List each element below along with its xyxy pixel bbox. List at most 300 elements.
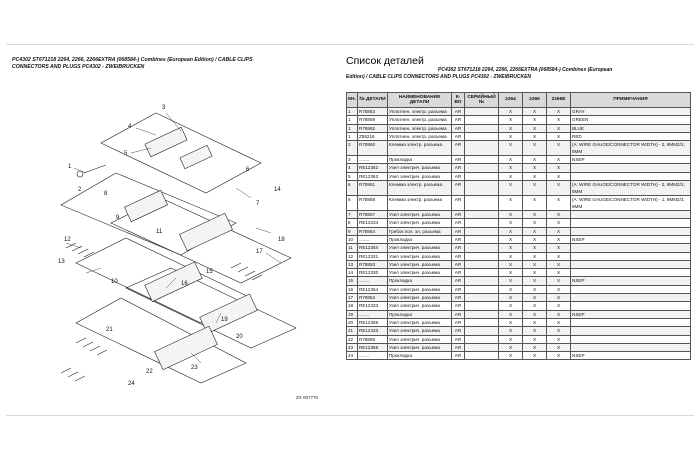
cell-2266e: X	[547, 310, 571, 318]
table-row	[347, 235, 691, 243]
cell-part-no: RE12363	[358, 172, 388, 180]
cell-serial	[465, 269, 499, 277]
cell-name: Узел электрич. разъема	[388, 211, 452, 219]
header-2264: 2264	[499, 93, 523, 108]
callout-23: 23	[191, 365, 198, 371]
cell-qty: AR	[452, 285, 465, 293]
cell-serial	[465, 164, 499, 172]
cell-kn: 23	[347, 343, 358, 351]
table-row	[347, 227, 691, 235]
cell-2266: X	[523, 116, 547, 124]
header-qty: К-ВО	[452, 93, 465, 108]
cell-qty: AR	[452, 164, 465, 172]
cell-part-no: RE12331	[358, 252, 388, 260]
table-row	[347, 310, 691, 318]
cell-name: Узел электрич. разъема	[388, 327, 452, 335]
cell-kn: 14	[347, 269, 358, 277]
cell-2266e: X	[547, 285, 571, 293]
cell-2264: X	[499, 172, 523, 180]
cell-2266e: X	[547, 132, 571, 140]
callout-15: 15	[206, 269, 213, 275]
cell-notes: NSEP	[571, 352, 691, 360]
cell-notes	[571, 260, 691, 268]
cell-part-no: R78864	[358, 227, 388, 235]
cell-notes	[571, 164, 691, 172]
cell-notes	[571, 318, 691, 326]
cell-notes: GREEN	[571, 116, 691, 124]
cell-qty: AR	[452, 269, 465, 277]
cell-kn: 21	[347, 327, 358, 335]
cell-notes	[571, 285, 691, 293]
callout-16: 16	[181, 281, 188, 287]
cell-2266: X	[523, 327, 547, 335]
cell-kn: 4	[347, 164, 358, 172]
cell-2264: X	[499, 141, 523, 156]
cell-part-no: R78859	[358, 116, 388, 124]
cell-serial	[465, 302, 499, 310]
table-row	[347, 318, 691, 326]
cell-kn: 8	[347, 219, 358, 227]
cell-kn: 16	[347, 285, 358, 293]
table-row	[347, 181, 691, 196]
cell-qty: AR	[452, 335, 465, 343]
cell-2266: X	[523, 294, 547, 302]
cell-qty: AR	[452, 108, 465, 116]
header-part-no: № ДЕТАЛИ	[358, 93, 388, 108]
cell-part-no: ........	[358, 156, 388, 164]
parts-list-subtitle-line2: Edition) / CABLE CLIPS CONNECTORS AND PLUGS PC4302 - ZWEIBRUCKEN	[346, 73, 532, 80]
diagram-header	[12, 57, 332, 71]
cell-name: Прокладка	[388, 352, 452, 360]
table-row	[347, 285, 691, 293]
cell-part-no: RE12362	[358, 164, 388, 172]
bolt-head	[77, 171, 83, 177]
cell-2266e: X	[547, 116, 571, 124]
cell-serial	[465, 108, 499, 116]
callout-2: 2	[78, 187, 82, 193]
drawing-code: ZX 007770	[296, 395, 319, 400]
callout-22: 22	[146, 369, 153, 375]
cell-part-no: R78862	[358, 124, 388, 132]
cell-qty: AR	[452, 252, 465, 260]
cell-2266: X	[523, 227, 547, 235]
cell-serial	[465, 310, 499, 318]
cell-2264: X	[499, 227, 523, 235]
parts-list-panel	[344, 45, 694, 415]
cell-kn: 6	[347, 196, 358, 211]
cell-name: Уплотнен. электр. разъема	[388, 108, 452, 116]
cell-kn: 10	[347, 235, 358, 243]
callout-13: 13	[58, 259, 65, 265]
cell-serial	[465, 211, 499, 219]
cell-2266: X	[523, 318, 547, 326]
cell-2266: X	[523, 211, 547, 219]
table-row	[347, 141, 691, 156]
cell-part-no: R78860	[358, 141, 388, 156]
table-row	[347, 219, 691, 227]
cell-2266: X	[523, 277, 547, 285]
connector-body-8	[124, 190, 167, 221]
cell-part-no: R78855	[358, 335, 388, 343]
cell-2266e: X	[547, 294, 571, 302]
cell-notes	[571, 302, 691, 310]
cell-notes	[571, 244, 691, 252]
cell-qty: AR	[452, 181, 465, 196]
cell-2266: X	[523, 164, 547, 172]
cell-qty: AR	[452, 302, 465, 310]
cell-2264: X	[499, 219, 523, 227]
cell-2266: X	[523, 352, 547, 360]
cell-notes: (A: WIRE GAUGE/CONNECTOR WIDTH) - 2, 8MM2/3, 5MM	[571, 141, 691, 156]
cell-notes	[571, 227, 691, 235]
cell-2264: X	[499, 116, 523, 124]
callout-8: 8	[104, 191, 108, 197]
header-name: НАИМЕНОВАНИЕ ДЕТАЛИ	[388, 93, 452, 108]
cell-serial	[465, 181, 499, 196]
cell-2266e: X	[547, 252, 571, 260]
cell-qty: AR	[452, 227, 465, 235]
cell-serial	[465, 219, 499, 227]
cell-name: Узел электрич. разъема	[388, 302, 452, 310]
cell-qty: AR	[452, 211, 465, 219]
cell-qty: AR	[452, 196, 465, 211]
cell-kn: 19	[347, 310, 358, 318]
cell-name: Узел электрич. разъема	[388, 294, 452, 302]
cell-part-no: RE12365	[358, 318, 388, 326]
callout-24: 24	[128, 381, 135, 387]
cell-kn: 12	[347, 252, 358, 260]
cell-2266e: X	[547, 108, 571, 116]
cell-kn: 18	[347, 302, 358, 310]
cell-notes: NSEP	[571, 310, 691, 318]
cell-kn: 6	[347, 181, 358, 196]
cell-2266: X	[523, 124, 547, 132]
table-row	[347, 196, 691, 211]
cell-2264: X	[499, 302, 523, 310]
cell-2266e: X	[547, 302, 571, 310]
cell-2266e: X	[547, 352, 571, 360]
cell-name: Узел электрич. разъема	[388, 252, 452, 260]
callout-4: 4	[128, 124, 132, 130]
cell-2266: X	[523, 335, 547, 343]
connector-body-22	[155, 326, 218, 369]
cell-serial	[465, 252, 499, 260]
cell-2264: X	[499, 285, 523, 293]
cell-notes	[571, 335, 691, 343]
parts-list-subtitle	[346, 67, 691, 80]
cell-name: Узел электрич. разъема	[388, 244, 452, 252]
cell-name: Уплотнен. электр. разъема	[388, 116, 452, 124]
cell-2266e: X	[547, 124, 571, 132]
cell-notes: NSEP	[571, 156, 691, 164]
exploded-parts-drawing	[6, 73, 336, 393]
cell-qty: AR	[452, 172, 465, 180]
cell-2266: X	[523, 219, 547, 227]
diagram-header-line2: CONNECTORS AND PLUGS PC4302 - ZWEIBRUCKEN	[12, 64, 145, 70]
cell-name: Узел электрич. разъема	[388, 260, 452, 268]
cell-part-no: R78858	[358, 196, 388, 211]
cell-kn: 1	[347, 132, 358, 140]
cell-name: Клемма электр. разъема	[388, 196, 452, 211]
cell-qty: AR	[452, 294, 465, 302]
cell-2266: X	[523, 196, 547, 211]
cell-2264: X	[499, 310, 523, 318]
cell-kn: 13	[347, 260, 358, 268]
cell-2266e: X	[547, 219, 571, 227]
cell-qty: AR	[452, 244, 465, 252]
cell-name: Клемма электр. разъема	[388, 181, 452, 196]
cell-2264: X	[499, 343, 523, 351]
cell-part-no: RE12364	[358, 244, 388, 252]
cell-2266e: X	[547, 343, 571, 351]
cell-kn: 1	[347, 116, 358, 124]
table-row	[347, 252, 691, 260]
cell-serial	[465, 227, 499, 235]
cell-name: Узел электрич. разъема	[388, 269, 452, 277]
table-row	[347, 156, 691, 164]
cell-2264: X	[499, 108, 523, 116]
cell-part-no: RE12366	[358, 343, 388, 351]
cell-2266e: X	[547, 156, 571, 164]
header-2266e: 2266E	[547, 93, 571, 108]
cell-notes: (A: WIRE GAUGE/CONNECTOR WIDTH) - 1, 8MM2/3, 5MM	[571, 196, 691, 211]
cell-kn: 3	[347, 156, 358, 164]
cell-2264: X	[499, 164, 523, 172]
cell-qty: AR	[452, 141, 465, 156]
header-2266: 2266	[523, 93, 547, 108]
cell-2264: X	[499, 244, 523, 252]
table-row	[347, 132, 691, 140]
cell-name: Узел электрич. разъема	[388, 172, 452, 180]
cell-name: Узел электрич. разъема	[388, 219, 452, 227]
cell-2266e: X	[547, 318, 571, 326]
cell-qty: AR	[452, 318, 465, 326]
cell-notes	[571, 294, 691, 302]
table-row	[347, 302, 691, 310]
table-row	[347, 352, 691, 360]
cell-qty: AR	[452, 260, 465, 268]
cell-part-no: R78857	[358, 211, 388, 219]
cell-kn: 9	[347, 227, 358, 235]
cell-serial	[465, 172, 499, 180]
cell-part-no: RE12364	[358, 285, 388, 293]
header-serial: СЕРИЙНЫЙ №	[465, 93, 499, 108]
cell-notes: NSEP	[571, 235, 691, 243]
cell-kn: 2	[347, 141, 358, 156]
cell-2264: X	[499, 211, 523, 219]
cell-serial	[465, 156, 499, 164]
cell-part-no: ........	[358, 277, 388, 285]
cell-serial	[465, 124, 499, 132]
table-row	[347, 211, 691, 219]
cell-qty: AR	[452, 235, 465, 243]
cell-2266e: X	[547, 269, 571, 277]
callout-14: 14	[274, 187, 281, 193]
bolt-shaft	[84, 165, 106, 173]
callout-1: 1	[68, 164, 72, 170]
parts-table	[346, 92, 691, 360]
cell-2266e: X	[547, 181, 571, 196]
table-row	[347, 124, 691, 132]
cell-qty: AR	[452, 132, 465, 140]
cell-2266e: X	[547, 164, 571, 172]
cell-name: Прокладка	[388, 235, 452, 243]
cell-2264: X	[499, 352, 523, 360]
cell-qty: AR	[452, 343, 465, 351]
cell-qty: AR	[452, 352, 465, 360]
cell-notes	[571, 269, 691, 277]
cell-notes: NSEP	[571, 277, 691, 285]
cell-2266: X	[523, 156, 547, 164]
cell-kn: 20	[347, 318, 358, 326]
cell-serial	[465, 277, 499, 285]
cell-serial	[465, 294, 499, 302]
cell-2266: X	[523, 302, 547, 310]
table-row	[347, 172, 691, 180]
cell-part-no: ........	[358, 235, 388, 243]
cell-serial	[465, 235, 499, 243]
cell-serial	[465, 132, 499, 140]
cell-notes	[571, 343, 691, 351]
cell-serial	[465, 285, 499, 293]
cell-2266: X	[523, 260, 547, 268]
cell-2266e: X	[547, 335, 571, 343]
callout-12: 12	[64, 237, 71, 243]
cell-serial	[465, 260, 499, 268]
cell-2264: X	[499, 235, 523, 243]
cell-qty: AR	[452, 219, 465, 227]
callout-20: 20	[236, 334, 243, 340]
table-header-row	[347, 93, 691, 108]
diagram-header-line1: PC4302 ST671218 2264, 2266, 2266EXTRA (068584-) Combines (European Edition) / CABLE CLIPS	[12, 57, 253, 63]
document-sheet	[6, 44, 694, 416]
cell-2264: X	[499, 252, 523, 260]
cell-2266: X	[523, 181, 547, 196]
tray-outline-2	[61, 173, 236, 255]
callout-11: 11	[156, 229, 163, 235]
cell-part-no: R78854	[358, 294, 388, 302]
cell-part-no: R78853	[358, 260, 388, 268]
cell-2266: X	[523, 108, 547, 116]
callout-19: 19	[221, 317, 228, 323]
table-row	[347, 260, 691, 268]
cell-2266e: X	[547, 244, 571, 252]
cell-name: Уплотнен. электр. разъема	[388, 124, 452, 132]
table-row	[347, 108, 691, 116]
cell-2266: X	[523, 172, 547, 180]
cell-name: Прокладка	[388, 277, 452, 285]
cell-serial	[465, 335, 499, 343]
cell-2266: X	[523, 132, 547, 140]
cell-2264: X	[499, 294, 523, 302]
cell-2264: X	[499, 269, 523, 277]
cell-qty: AR	[452, 310, 465, 318]
cell-serial	[465, 244, 499, 252]
cell-name: Прокладка	[388, 310, 452, 318]
cell-qty: AR	[452, 327, 465, 335]
cell-2264: X	[499, 156, 523, 164]
callout-7: 7	[256, 201, 260, 207]
table-row	[347, 277, 691, 285]
cell-part-no: RE12234	[358, 219, 388, 227]
cell-serial	[465, 343, 499, 351]
table-row	[347, 244, 691, 252]
cell-notes	[571, 172, 691, 180]
cell-name: Уплотнен. электр. разъема	[388, 132, 452, 140]
cell-2266e: X	[547, 327, 571, 335]
table-row	[347, 343, 691, 351]
connector-body-16	[145, 262, 202, 302]
cell-2266e: X	[547, 196, 571, 211]
cell-qty: AR	[452, 156, 465, 164]
connector-body-4	[145, 127, 187, 157]
table-row	[347, 269, 691, 277]
cell-notes	[571, 327, 691, 335]
cell-part-no: RE12330	[358, 269, 388, 277]
cell-qty: AR	[452, 116, 465, 124]
cell-2266: X	[523, 141, 547, 156]
cell-name: Прокладка	[388, 156, 452, 164]
table-row	[347, 335, 691, 343]
cell-2266: X	[523, 343, 547, 351]
cell-serial	[465, 141, 499, 156]
header-kn: КН.	[347, 93, 358, 108]
cell-2266: X	[523, 235, 547, 243]
cell-2266e: X	[547, 235, 571, 243]
cell-2264: X	[499, 335, 523, 343]
callout-10: 10	[111, 279, 118, 285]
cell-2266e: X	[547, 277, 571, 285]
cell-2264: X	[499, 196, 523, 211]
cell-2266: X	[523, 244, 547, 252]
cell-serial	[465, 352, 499, 360]
cell-qty: AR	[452, 277, 465, 285]
cell-name: Узел электрич. разъема	[388, 318, 452, 326]
cell-kn: 5	[347, 172, 358, 180]
cell-2264: X	[499, 260, 523, 268]
parts-list-title: Список деталей	[346, 55, 424, 67]
cell-2266e: X	[547, 227, 571, 235]
table-row	[347, 116, 691, 124]
cell-part-no: ........	[358, 352, 388, 360]
cell-serial	[465, 196, 499, 211]
cell-2264: X	[499, 124, 523, 132]
cell-notes	[571, 211, 691, 219]
cell-2266e: X	[547, 260, 571, 268]
callout-3: 3	[162, 105, 166, 111]
callout-9: 9	[116, 215, 120, 221]
cell-name: Узел электрич. разъема	[388, 335, 452, 343]
cell-serial	[465, 116, 499, 124]
cell-2264: X	[499, 318, 523, 326]
cell-2266: X	[523, 310, 547, 318]
header-notes: ПРИМЕЧАНИЯ	[571, 93, 691, 108]
cell-2266: X	[523, 269, 547, 277]
cell-part-no: RE12333	[358, 302, 388, 310]
cell-name: Узел электрич. разъема	[388, 343, 452, 351]
cell-kn: 11	[347, 244, 358, 252]
cell-part-no: R78861	[358, 181, 388, 196]
cell-part-no: RE12333	[358, 327, 388, 335]
connector-body-5	[180, 145, 212, 169]
cell-serial	[465, 327, 499, 335]
cell-kn: 24	[347, 352, 358, 360]
table-row	[347, 164, 691, 172]
cell-2266: X	[523, 252, 547, 260]
cell-kn: 7	[347, 211, 358, 219]
cell-name: Клемма электр. разъема	[388, 141, 452, 156]
exploded-diagram-panel	[6, 45, 336, 415]
